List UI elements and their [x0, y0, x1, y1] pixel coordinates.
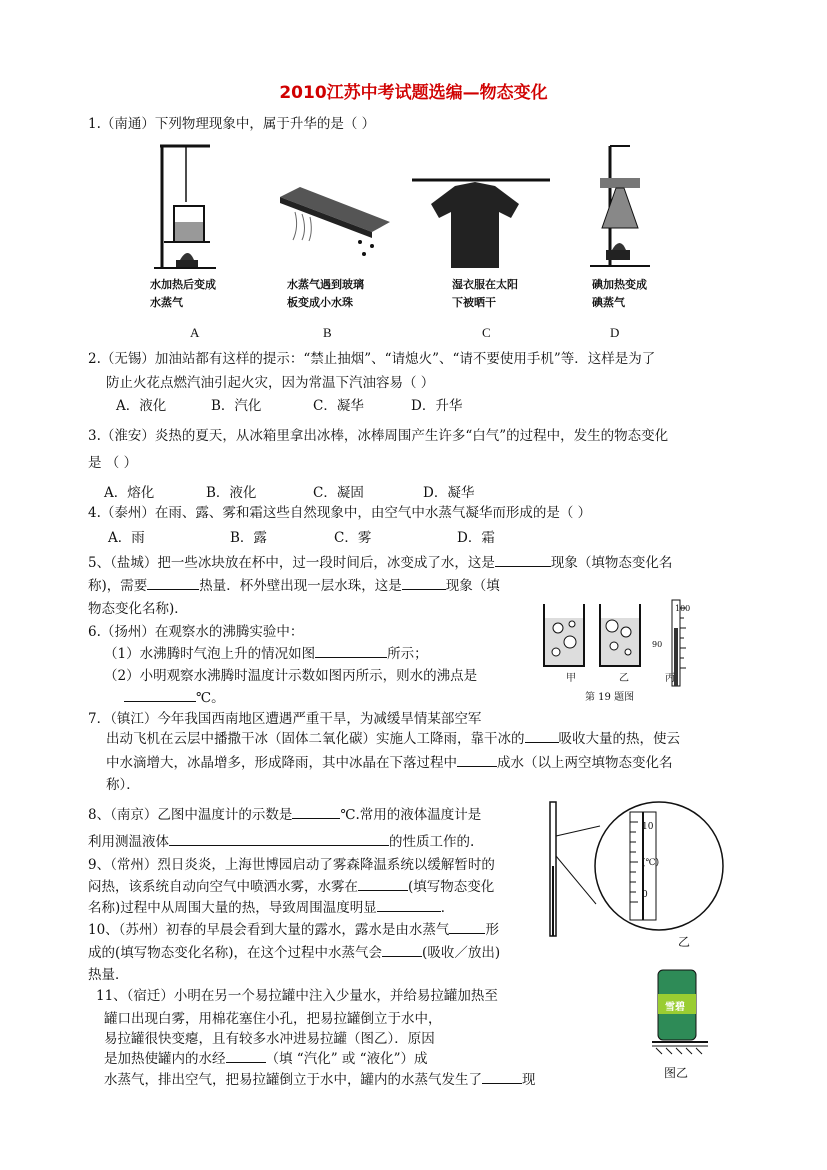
q11-fig-label: 图乙	[664, 1066, 689, 1080]
q6-line3: （2）小明观察水沸腾时温度计示数如图丙所示，则水的沸点是	[104, 668, 478, 684]
q5-line2: 称)，需要 热量．杯外壁出现一层水珠，这是 现象（填	[88, 578, 500, 594]
q2-option-c: C．凝华	[313, 398, 364, 414]
q3-option-c: C．凝固	[313, 485, 364, 501]
can-logo-text: 雪碧	[665, 1002, 685, 1013]
q7-line4: 称）．	[106, 777, 140, 793]
q1-figures	[150, 142, 670, 274]
page-title: 2010江苏中考试题选编—物态变化	[279, 83, 548, 103]
q3-option-b: B．液化	[206, 485, 257, 501]
q2-option-b: B．汽化	[211, 398, 262, 414]
q8-fig-label: 乙	[678, 935, 691, 949]
q1-label-b: B	[323, 325, 332, 340]
q8-scale-unit: (℃)	[642, 858, 660, 868]
q5-line1: 5、（盐城）把一些冰块放在杯中，过一段时间后，冰变成了水，这是 现象（填物态变化名	[88, 555, 673, 571]
q6-scale-100-left: 100	[675, 604, 691, 613]
q11-line2: 罐口出现白雾，用棉花塞住小孔，把易拉罐倒立于水中，	[104, 1011, 442, 1027]
q7-line2: 出动飞机在云层中播撒干冰（固体二氧化碳）实施人工降雨，靠干冰的 吸收大量的热，使云	[106, 731, 680, 747]
q11-line5: 水蒸气，排出空气，把易拉罐倒立于水中，罐内的水蒸气发生了 现	[104, 1072, 536, 1088]
q8-scale-10: 10	[642, 822, 654, 832]
figure-a-beaker	[154, 146, 216, 268]
beaker-jia	[544, 604, 584, 666]
q6-label-yi: 乙	[619, 673, 629, 684]
figure-b-glass-plate	[280, 187, 390, 256]
q7-line3: 中水滴增大，冰晶增多，形成降雨，其中冰晶在下落过程中 成水（以上两空填物态变化名	[106, 755, 673, 771]
q6-scale-90: 90	[652, 640, 663, 649]
q9-line2: 闷热，该系统自动向空气中喷洒水雾，水雾在 (填写物态变化	[88, 879, 495, 895]
q2-line1: 2.（无锡）加油站都有这样的提示：“禁止抽烟”、“请熄火”、“请不要使用手机”等．这样是为了	[88, 351, 656, 367]
q1-caption-d: 碘加热变成 碘蒸气	[592, 278, 647, 309]
q2-line2: 防止火花点燃汽油引起火灾，因为常温下汽油容易（ ）	[106, 375, 435, 391]
figure-c-shirt	[412, 180, 550, 268]
q1-caption-a: 水加热后变成 水蒸气	[150, 278, 216, 309]
q6-label-jia: 甲	[566, 673, 576, 684]
q6-line1: 6.（扬州）在观察水的沸腾实验中：	[88, 624, 304, 640]
q11-line4: 是加热使罐内的水经 （填 “汽化” 或 “液化”）成	[104, 1051, 428, 1067]
beaker-yi	[600, 604, 640, 666]
q11-line3: 易拉罐很快变瘪，且有较多水冲进易拉罐（图乙）．原因	[104, 1031, 435, 1047]
q8-scale-0: 0	[642, 890, 648, 900]
q8-line1: 8、（南京）乙图中温度计的示数是 ℃.常用的液体温度计是	[88, 807, 482, 823]
q1-text: 1.（南通）下列物理现象中，属于升华的是（ ）	[88, 116, 376, 132]
q1-label-d: D	[610, 325, 620, 340]
q1-label-c: C	[482, 325, 491, 340]
q1-label-a: A	[190, 325, 200, 340]
q2-option-d: D．升华	[411, 398, 463, 414]
q2-option-a: A．液化	[116, 398, 167, 414]
q10-line2: 成的(填写物态变化名称)，在这个过程中水蒸气会 (吸收／放出)	[88, 945, 501, 961]
q8-figure	[544, 796, 724, 946]
q4-option-a: A．雨	[108, 530, 145, 546]
q11-line1: 11、（宿迁）小明在另一个易拉罐中注入少量水，并给易拉罐加热至	[96, 988, 498, 1004]
q10-line3: 热量．	[88, 967, 129, 983]
q7-line1: 7．（镇江）今年我国西南地区遭遇严重干旱，为减缓旱情某部空军	[88, 711, 482, 727]
q6-label-bing: 丙	[665, 673, 675, 684]
q1-caption-c: 湿衣服在太阳 下被晒干	[452, 278, 518, 309]
q6-line2: （1）水沸腾时气泡上升的情况如图 所示；	[104, 646, 428, 662]
q4-option-b: B．露	[230, 530, 267, 546]
q9-line1: 9、（常州）烈日炎炎，上海世博园启动了雾森降温系统以缓解暂时的	[88, 857, 495, 873]
q3-option-a: A．熔化	[104, 485, 155, 501]
q6-fig-caption: 第 19 题图	[585, 692, 635, 703]
q10-line1: 10、（苏州）初春的早晨会看到大量的露水，露水是由水蒸气 形	[88, 922, 499, 938]
q8-line2: 利用测温液体 的性质工作的.	[88, 834, 475, 850]
q3-line2: 是 （ ）	[88, 455, 138, 471]
q4-option-c: C．雾	[334, 530, 372, 546]
q6-line4: ℃。	[124, 686, 225, 706]
q4-line1: 4.（泰州）在雨、露、雾和霜这些自然现象中，由空气中水蒸气凝华而形成的是（ ）	[88, 505, 592, 521]
q5-line3: 物态变化名称)．	[88, 601, 188, 617]
figure-d-iodine	[590, 146, 650, 266]
q1-caption-b: 水蒸气遇到玻璃 板变成小水珠	[287, 278, 364, 309]
q4-option-d: D．霜	[457, 530, 495, 546]
q9-line3: 名称)过程中从周围大量的热，导致周围温度明显 ．	[88, 900, 455, 916]
q3-option-d: D．凝华	[423, 485, 475, 501]
q3-line1: 3.（淮安）炎热的夏天，从冰箱里拿出冰棒，冰棒周围产生许多“白气”的过程中，发生的物态变化	[88, 428, 669, 444]
